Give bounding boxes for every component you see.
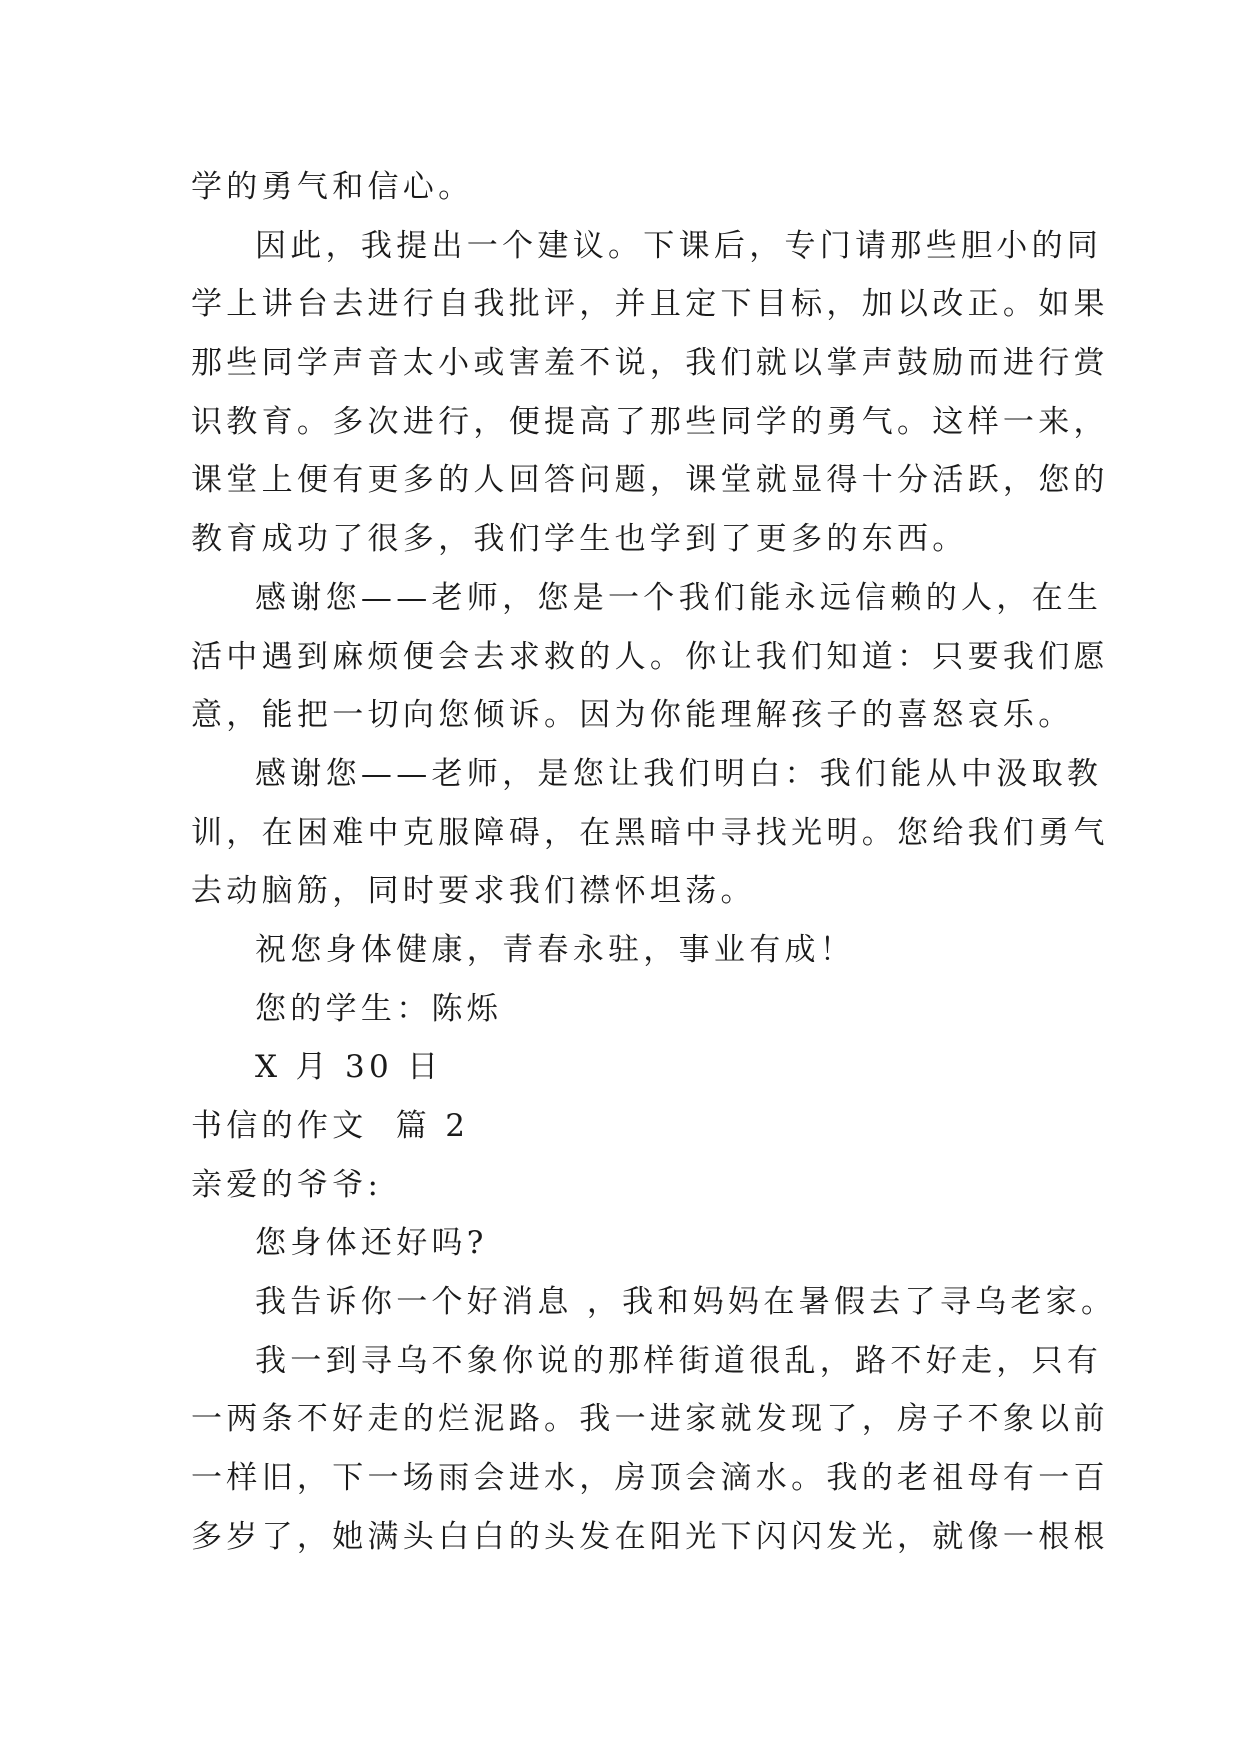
text-line: 您身体还好吗? <box>255 1225 488 1262</box>
text-line: 我一到寻乌不象你说的那样街道很乱，路不好走，只有 <box>255 1342 1103 1379</box>
closing-wish: 祝您身体健康，青春永驻，事业有成！ <box>255 931 856 968</box>
text-line: 学上讲台去进行自我批评，并且定下目标，加以改正。如果 <box>191 286 1109 323</box>
text-line: 多岁了，她满头白白的头发在阳光下闪闪发光，就像一根根 <box>191 1518 1109 1555</box>
text-line: 一样旧，下一场雨会进水，房顶会滴水。我的老祖母有一百 <box>191 1460 1109 1497</box>
letter-date: X 月 30 日 <box>255 1049 443 1086</box>
text-line: 那些同学声音太小或害羞不说，我们就以掌声鼓励而进行赏 <box>191 345 1109 382</box>
signature: 您的学生：陈烁 <box>255 990 503 1027</box>
text-line: 识教育。多次进行，便提高了那些同学的勇气。这样一来， <box>191 403 1109 440</box>
text-line: 因此，我提出一个建议。下课后，专门请那些胆小的同 <box>255 227 1103 264</box>
salutation: 亲爱的爷爷: <box>191 1166 383 1203</box>
text-line: 训，在困难中克服障碍，在黑暗中寻找光明。您给我们勇气 <box>191 814 1109 851</box>
text-line: 意，能把一切向您倾诉。因为你能理解孩子的喜怒哀乐。 <box>191 697 1074 734</box>
text-line: 感谢您——老师，您是一个我们能永远信赖的人，在生 <box>255 579 1103 616</box>
text-line: 一两条不好走的烂泥路。我一进家就发现了，房子不象以前 <box>191 1401 1109 1438</box>
text-line: 我告诉你一个好消息 ，我和妈妈在暑假去了寻乌老家。 <box>255 1284 1117 1321</box>
letter-body <box>191 158 1117 1567</box>
text-line: 活中遇到麻烦便会去求救的人。你让我们知道：只要我们愿 <box>191 638 1109 675</box>
text-line: 学的勇气和信心。 <box>191 169 474 205</box>
section-heading: 书信的作文 篇 2 <box>191 1108 470 1144</box>
text-line: 教育成功了很多，我们学生也学到了更多的东西。 <box>191 521 968 558</box>
text-line: 感谢您——老师，是您让我们明白：我们能从中汲取教 <box>255 755 1103 792</box>
text-line: 去动脑筋，同时要求我们襟怀坦荡。 <box>191 873 756 910</box>
text-line: 课堂上便有更多的人回答问题，课堂就显得十分活跃，您的 <box>191 462 1109 499</box>
